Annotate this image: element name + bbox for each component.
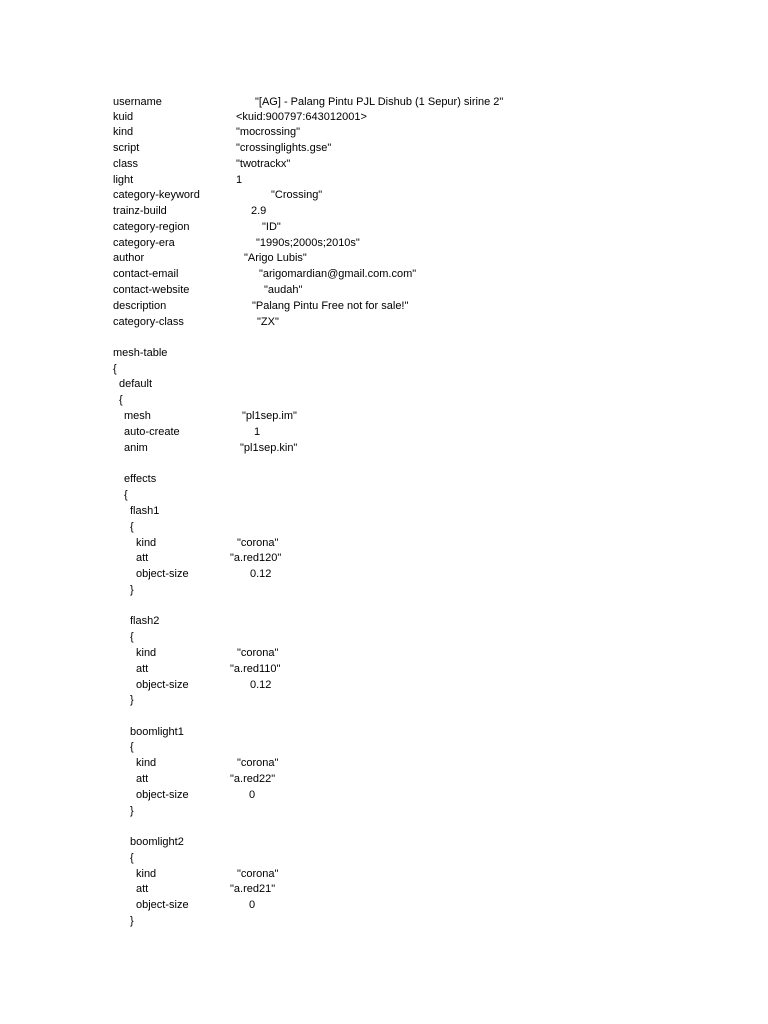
boomlight2-close-brace: } bbox=[130, 915, 134, 927]
field-key-username: username bbox=[113, 96, 162, 108]
flash1-open-brace: { bbox=[130, 521, 134, 533]
field-key-trainz-build: trainz-build bbox=[113, 205, 167, 217]
field-key-category-keyword: category-keyword bbox=[113, 189, 200, 201]
flash2-key-kind: kind bbox=[136, 647, 157, 659]
default-key-anim: anim bbox=[124, 442, 148, 454]
field-key-description: description bbox=[113, 300, 167, 312]
field-key-class: class bbox=[113, 158, 139, 170]
effect-name-flash1: flash1 bbox=[130, 505, 160, 517]
flash1-value-kind: "corona" bbox=[237, 537, 279, 549]
field-value-category-class: "ZX" bbox=[257, 316, 279, 328]
boomlight2-key-object-size: object-size bbox=[136, 899, 189, 911]
flash1-key-kind: kind bbox=[136, 537, 157, 549]
effect-name-flash2: flash2 bbox=[130, 615, 160, 627]
field-key-category-era: category-era bbox=[113, 237, 175, 249]
effect-name-boomlight1: boomlight1 bbox=[130, 726, 184, 738]
field-key-contact-email: contact-email bbox=[113, 268, 179, 280]
flash1-close-brace: } bbox=[130, 584, 134, 596]
boomlight1-open-brace: { bbox=[130, 741, 134, 753]
field-value-contact-email: "arigomardian@gmail.com.com" bbox=[259, 268, 417, 280]
boomlight1-key-kind: kind bbox=[136, 757, 157, 769]
boomlight1-value-att: "a.red22" bbox=[230, 773, 276, 785]
field-key-kind: kind bbox=[113, 126, 134, 138]
field-value-kind: "mocrossing" bbox=[236, 126, 301, 138]
default-key-auto-create: auto-create bbox=[124, 426, 180, 438]
flash2-open-brace: { bbox=[130, 631, 134, 643]
boomlight1-key-object-size: object-size bbox=[136, 789, 189, 801]
field-value-description: "Palang Pintu Free not for sale!" bbox=[252, 300, 409, 312]
field-key-script: script bbox=[113, 142, 140, 154]
boomlight2-value-att: "a.red21" bbox=[230, 883, 276, 895]
field-value-kuid: <kuid:900797:643012001> bbox=[236, 111, 367, 123]
field-key-contact-website: contact-website bbox=[113, 284, 190, 296]
boomlight1-value-kind: "corona" bbox=[237, 757, 279, 769]
default-value-anim: "pl1sep.kin" bbox=[240, 442, 298, 454]
field-key-light: light bbox=[113, 174, 134, 186]
default-value-auto-create: 1 bbox=[254, 426, 261, 438]
field-key-category-class: category-class bbox=[113, 316, 184, 328]
field-value-category-keyword: "Crossing" bbox=[271, 189, 323, 201]
effects-title: effects bbox=[124, 473, 157, 485]
flash1-key-att: att bbox=[136, 552, 149, 564]
field-value-category-region: "ID" bbox=[262, 221, 281, 233]
boomlight2-value-object-size: 0 bbox=[249, 899, 256, 911]
boomlight1-key-att: att bbox=[136, 773, 149, 785]
field-value-author: "Arigo Lubis" bbox=[244, 252, 307, 264]
flash2-value-kind: "corona" bbox=[237, 647, 279, 659]
boomlight2-value-kind: "corona" bbox=[237, 868, 279, 880]
field-value-light: 1 bbox=[236, 174, 243, 186]
flash1-value-att: "a.red120" bbox=[230, 552, 282, 564]
effects-open-brace: { bbox=[124, 489, 128, 501]
mesh-table-title: mesh-table bbox=[113, 347, 168, 359]
field-key-author: author bbox=[113, 252, 145, 264]
default-open-brace: { bbox=[119, 394, 123, 406]
flash2-key-object-size: object-size bbox=[136, 679, 189, 691]
boomlight1-close-brace: } bbox=[130, 805, 134, 817]
flash2-key-att: att bbox=[136, 663, 149, 675]
field-value-script: "crossinglights.gse" bbox=[236, 142, 332, 154]
flash2-value-object-size: 0.12 bbox=[250, 679, 272, 691]
flash2-value-att: "a.red110" bbox=[230, 663, 281, 675]
boomlight2-open-brace: { bbox=[130, 852, 134, 864]
field-value-category-era: "1990s;2000s;2010s" bbox=[256, 237, 360, 249]
flash1-value-object-size: 0.12 bbox=[250, 568, 272, 580]
flash2-close-brace: } bbox=[130, 694, 134, 706]
boomlight2-key-kind: kind bbox=[136, 868, 157, 880]
boomlight1-value-object-size: 0 bbox=[249, 789, 256, 801]
flash1-key-object-size: object-size bbox=[136, 568, 189, 580]
field-value-username: "[AG] - Palang Pintu PJL Dishub (1 Sepur) sirine 2" bbox=[255, 96, 504, 108]
mesh-table-open-brace: { bbox=[113, 363, 117, 375]
default-title: default bbox=[119, 378, 153, 390]
field-value-contact-website: "audah" bbox=[264, 284, 303, 296]
default-key-mesh: mesh bbox=[124, 410, 151, 422]
default-value-mesh: "pl1sep.im" bbox=[242, 410, 297, 422]
field-value-trainz-build: 2.9 bbox=[251, 205, 267, 217]
field-key-category-region: category-region bbox=[113, 221, 190, 233]
field-key-kuid: kuid bbox=[113, 111, 134, 123]
effect-name-boomlight2: boomlight2 bbox=[130, 836, 184, 848]
field-value-class: "twotrackx" bbox=[236, 158, 291, 170]
boomlight2-key-att: att bbox=[136, 883, 149, 895]
